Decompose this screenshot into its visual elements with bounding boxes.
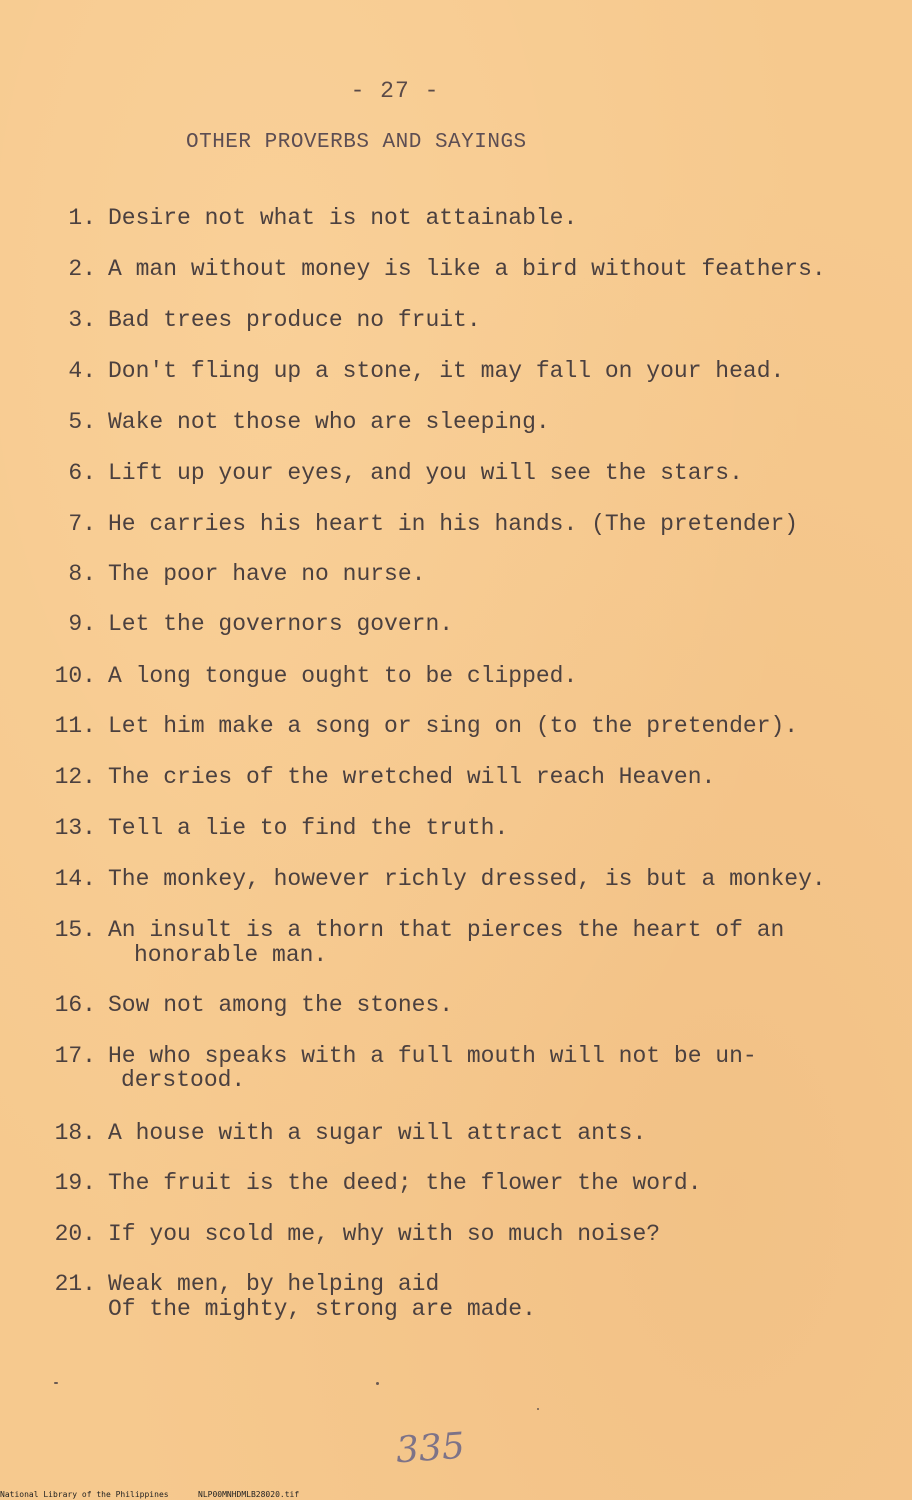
item-text: Wake not those who are sleeping. [108,409,550,435]
ink-speck [376,1382,379,1385]
ink-speck [537,1408,539,1410]
handwritten-page-number: 335 [394,1425,467,1472]
page-title: OTHER PROVERBS AND SAYINGS [186,131,527,154]
item-text: If you scold me, why with so much noise? [108,1221,661,1247]
item-number: 5. [68,409,96,435]
item-text: Don't fling up a stone, it may fall on your head. [108,358,785,384]
item-number: 3. [68,307,96,333]
file-name: NLP00MNHDMLB28020.tif [198,1490,300,1499]
item-text: The monkey, however richly dressed, is but a monkey. [108,866,826,892]
item-text: The fruit is the deed; the flower the word. [108,1170,702,1196]
item-number: 8. [68,561,96,587]
item-text-continuation: honorable man. [134,942,328,968]
item-text: The poor have no nurse. [108,561,426,587]
item-text: A man without money is like a bird without feathers. [108,256,826,282]
item-number: 2. [68,256,96,282]
item-text: An insult is a thorn that pierces the heart of an [108,917,785,943]
item-number: 21. [54,1271,96,1297]
item-text: He who speaks with a full mouth will not be un- [108,1043,757,1069]
item-number: 7. [68,511,96,537]
item-text: A house with a sugar will attract ants. [108,1120,647,1146]
item-number: 1. [68,205,96,231]
item-text: Let the governors govern. [108,611,454,637]
item-number: 12. [54,764,96,790]
item-text: The cries of the wretched will reach Heaven. [108,764,716,790]
item-text: Weak men, by helping aid [108,1271,440,1297]
item-number: 6. [68,460,96,486]
item-text: Bad trees produce no fruit. [108,307,481,333]
item-number: 11. [54,713,96,739]
item-text: A long tongue ought to be clipped. [108,663,578,689]
item-number: 19. [54,1170,96,1196]
item-number: 15. [54,917,96,943]
item-text-continuation: Of the mighty, strong are made. [108,1296,536,1322]
library-credit: National Library of the Philippines [0,1490,169,1499]
item-number: 9. [68,611,96,637]
item-text: Let him make a song or sing on (to the pretender). [108,713,799,739]
item-text: Lift up your eyes, and you will see the stars. [108,460,743,486]
item-text: Tell a lie to find the truth. [108,815,509,841]
ink-speck [54,1382,58,1384]
page-number: - 27 - [350,78,440,104]
item-text: Desire not what is not attainable. [108,205,578,231]
item-text: Sow not among the stones. [108,992,454,1018]
item-text-continuation: derstood. [121,1067,246,1093]
item-number: 10. [54,663,96,689]
item-text: He carries his heart in his hands. (The pretender) [108,511,799,537]
item-number: 13. [54,815,96,841]
item-number: 14. [54,866,96,892]
item-number: 18. [54,1120,96,1146]
item-number: 20. [54,1221,96,1247]
item-number: 16. [54,992,96,1018]
item-number: 4. [68,358,96,384]
item-number: 17. [54,1043,96,1069]
